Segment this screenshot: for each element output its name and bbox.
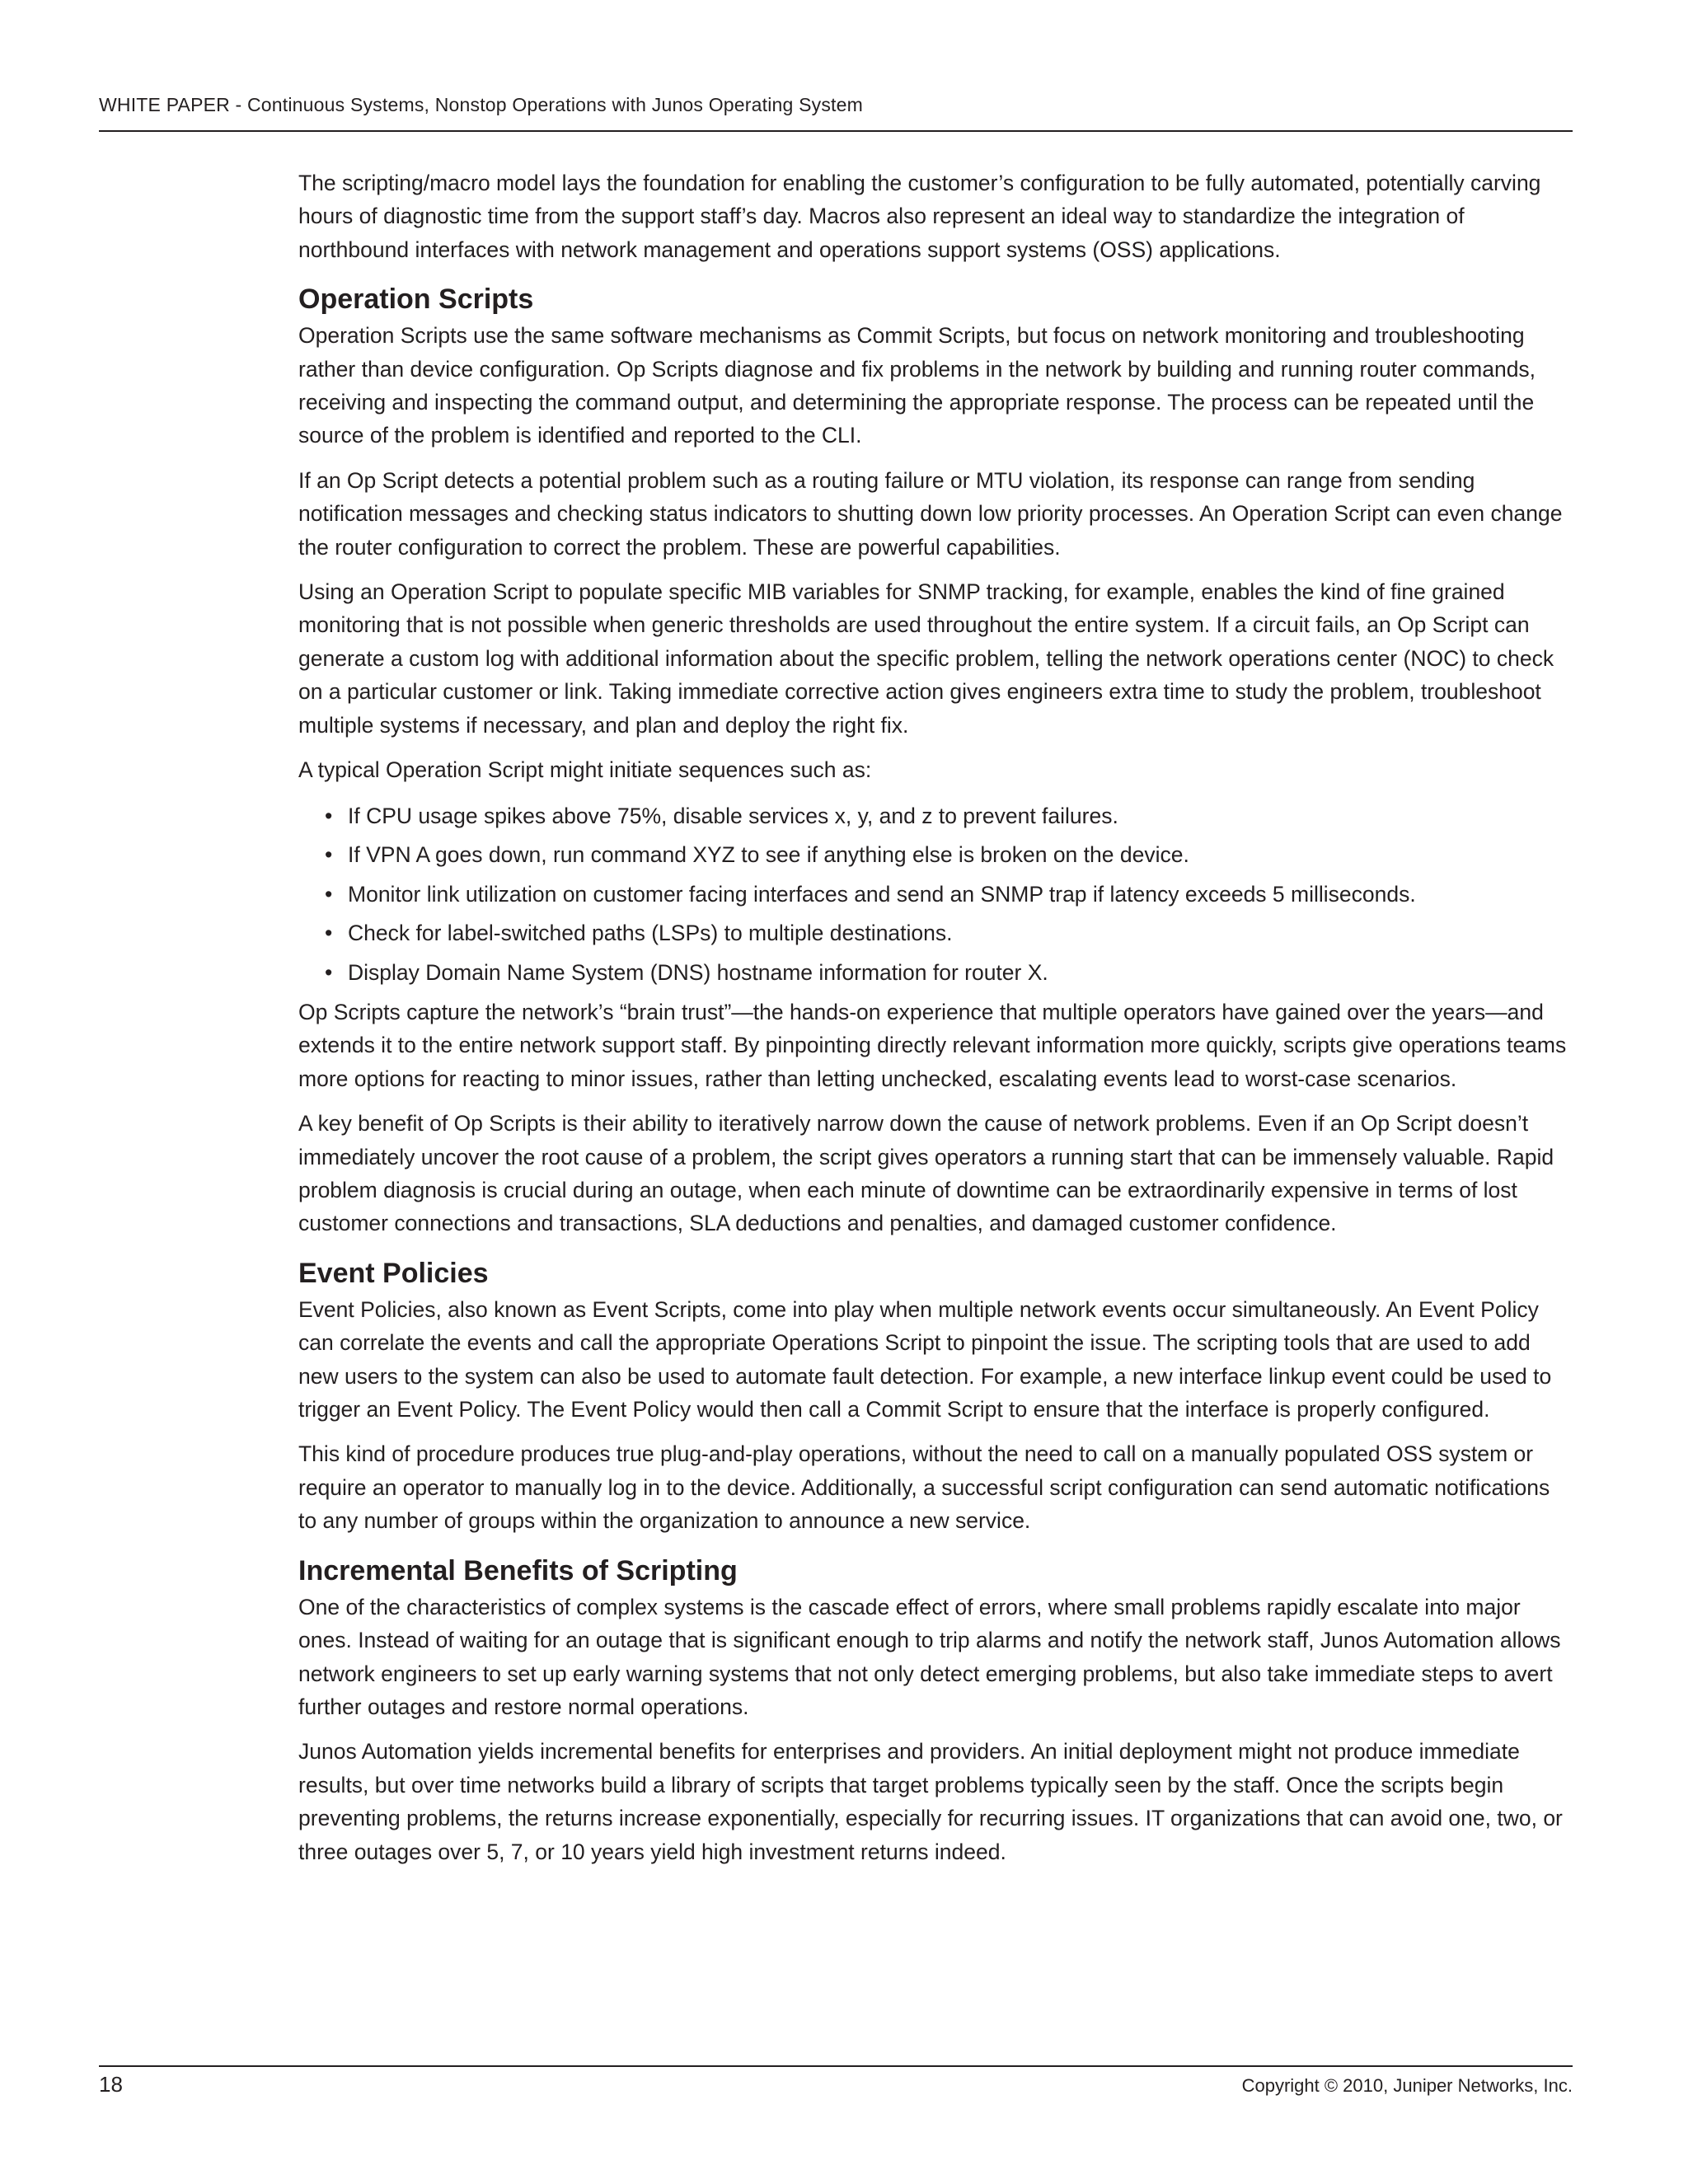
- heading-operation-scripts: Operation Scripts: [298, 284, 534, 316]
- intro-paragraph: The scripting/macro model lays the foundation for enabling the customer’s configuration to be fully automated, potentially carving hours of diagnostic time from the support staff’s day. Macros also represent an ideal way to standardize the integration of northbound interfaces with network management and operations support systems (OSS) applications.: [298, 171, 1541, 262]
- paragraph: Using an Operation Script to populate specific MIB variables for SNMP tracking, for example, enables the kind of fine grained monitoring that is not possible when generic thresholds are used throughout the entire system. If a circuit fails, an Op Script can generate a custom log with additional information about the specific problem, telling the network operations center (NOC) to check on a particular customer or link. Taking immediate corrective action gives engineers extra time to study the problem, troubleshoot multiple systems if necessary, and plan and deploy the right fix.: [298, 579, 1554, 738]
- heading-event-policies: Event Policies: [298, 1257, 489, 1289]
- paragraph: One of the characteristics of complex systems is the cascade effect of errors, where small problems rapidly escalate into major ones. Instead of waiting for an outage that is significant enough to trip alarms and notify the network staff, Junos Automation allows network engineers to set up early warning systems that not only detect emerging problems, but also take immediate steps to avert further outages and restore normal operations.: [298, 1594, 1561, 1719]
- header-divider: [99, 130, 1573, 132]
- footer-divider: [99, 2065, 1573, 2067]
- list-item: • Check for label-switched paths (LSPs) to multiple destinations.: [348, 914, 1572, 954]
- list-item: • Monitor link utilization on customer facing interfaces and send an SNMP trap if latency exceeds 5 milliseconds.: [348, 875, 1572, 915]
- main-content: [298, 166, 1572, 1880]
- page-number: 18: [99, 2072, 123, 2097]
- paragraph: A typical Operation Script might initiate sequences such as:: [298, 757, 872, 783]
- paragraph: If an Op Script detects a potential problem such as a routing failure or MTU violation, its response can range from sending notification messages and checking status indicators to shutting down low priority processes. An Operation Script can even change the router configuration to correct the problem. These are powerful capabilities.: [298, 467, 1563, 560]
- list-item: • If CPU usage spikes above 75%, disable services x, y, and z to prevent failures.: [348, 797, 1572, 837]
- list-item: • Display Domain Name System (DNS) hostname information for router X.: [348, 954, 1572, 993]
- operation-script-bullet-list: [298, 797, 1572, 993]
- paragraph: Event Policies, also known as Event Scripts, come into play when multiple network events occur simultaneously. An Event Policy can correlate the events and call the appropriate Operations Script to pinpoint the issue. The scripting tools that are used to add new users to the system can also be used to automate fault detection. For example, a new interface linkup event could be used to trigger an Event Policy. The Event Policy would then call a Commit Script to ensure that the interface is properly configured.: [298, 1296, 1552, 1422]
- paragraph: Junos Automation yields incremental benefits for enterprises and providers. An initial deployment might not produce immediate results, but over time networks build a library of scripts that target problems typically seen by the staff. Once the scripts begin preventing problems, the returns increase exponentially, especially for recurring issues. IT organizations that can avoid one, two, or three outages over 5, 7, or 10 years yield high investment returns indeed.: [298, 1739, 1563, 1864]
- list-item: • If VPN A goes down, run command XYZ to see if anything else is broken on the device.: [348, 836, 1572, 875]
- paragraph: This kind of procedure produces true plug-and-play operations, without the need to call on a manually populated OSS system or require an operator to manually log in to the device. Additionally, a successful script configuration can send automatic notifications to any number of groups within the organization to announce a new service.: [298, 1441, 1550, 1534]
- paragraph: Op Scripts capture the network’s “brain trust”—the hands-on experience that multiple operators have gained over the years—and extends it to the entire network support staff. By pinpointing directly relevant information more quickly, scripts give operations teams more options for reacting to minor issues, rather than letting unchecked, escalating events lead to worst-case scenarios.: [298, 1000, 1567, 1091]
- paragraph: A key benefit of Op Scripts is their ability to iteratively narrow down the cause of network problems. Even if an Op Script doesn’t immediately uncover the root cause of a problem, the script gives operators a running start that can be immensely valuable. Rapid problem diagnosis is crucial during an outage, when each minute of downtime can be extraordinarily expensive in terms of lost customer connections and transactions, SLA deductions and penalties, and damaged customer confidence.: [298, 1111, 1554, 1236]
- heading-incremental-benefits: Incremental Benefits of Scripting: [298, 1554, 738, 1586]
- copyright-notice: Copyright © 2010, Juniper Networks, Inc.: [1241, 2075, 1573, 2096]
- running-header: WHITE PAPER - Continuous Systems, Nonstop Operations with Junos Operating System: [99, 94, 863, 115]
- paragraph: Operation Scripts use the same software mechanisms as Commit Scripts, but focus on network monitoring and troubleshooting rather than device configuration. Op Scripts diagnose and fix problems in the network by building and running router commands, receiving and inspecting the command output, and determining the appropriate response. The process can be repeated until the source of the problem is identified and reported to the CLI.: [298, 323, 1536, 448]
